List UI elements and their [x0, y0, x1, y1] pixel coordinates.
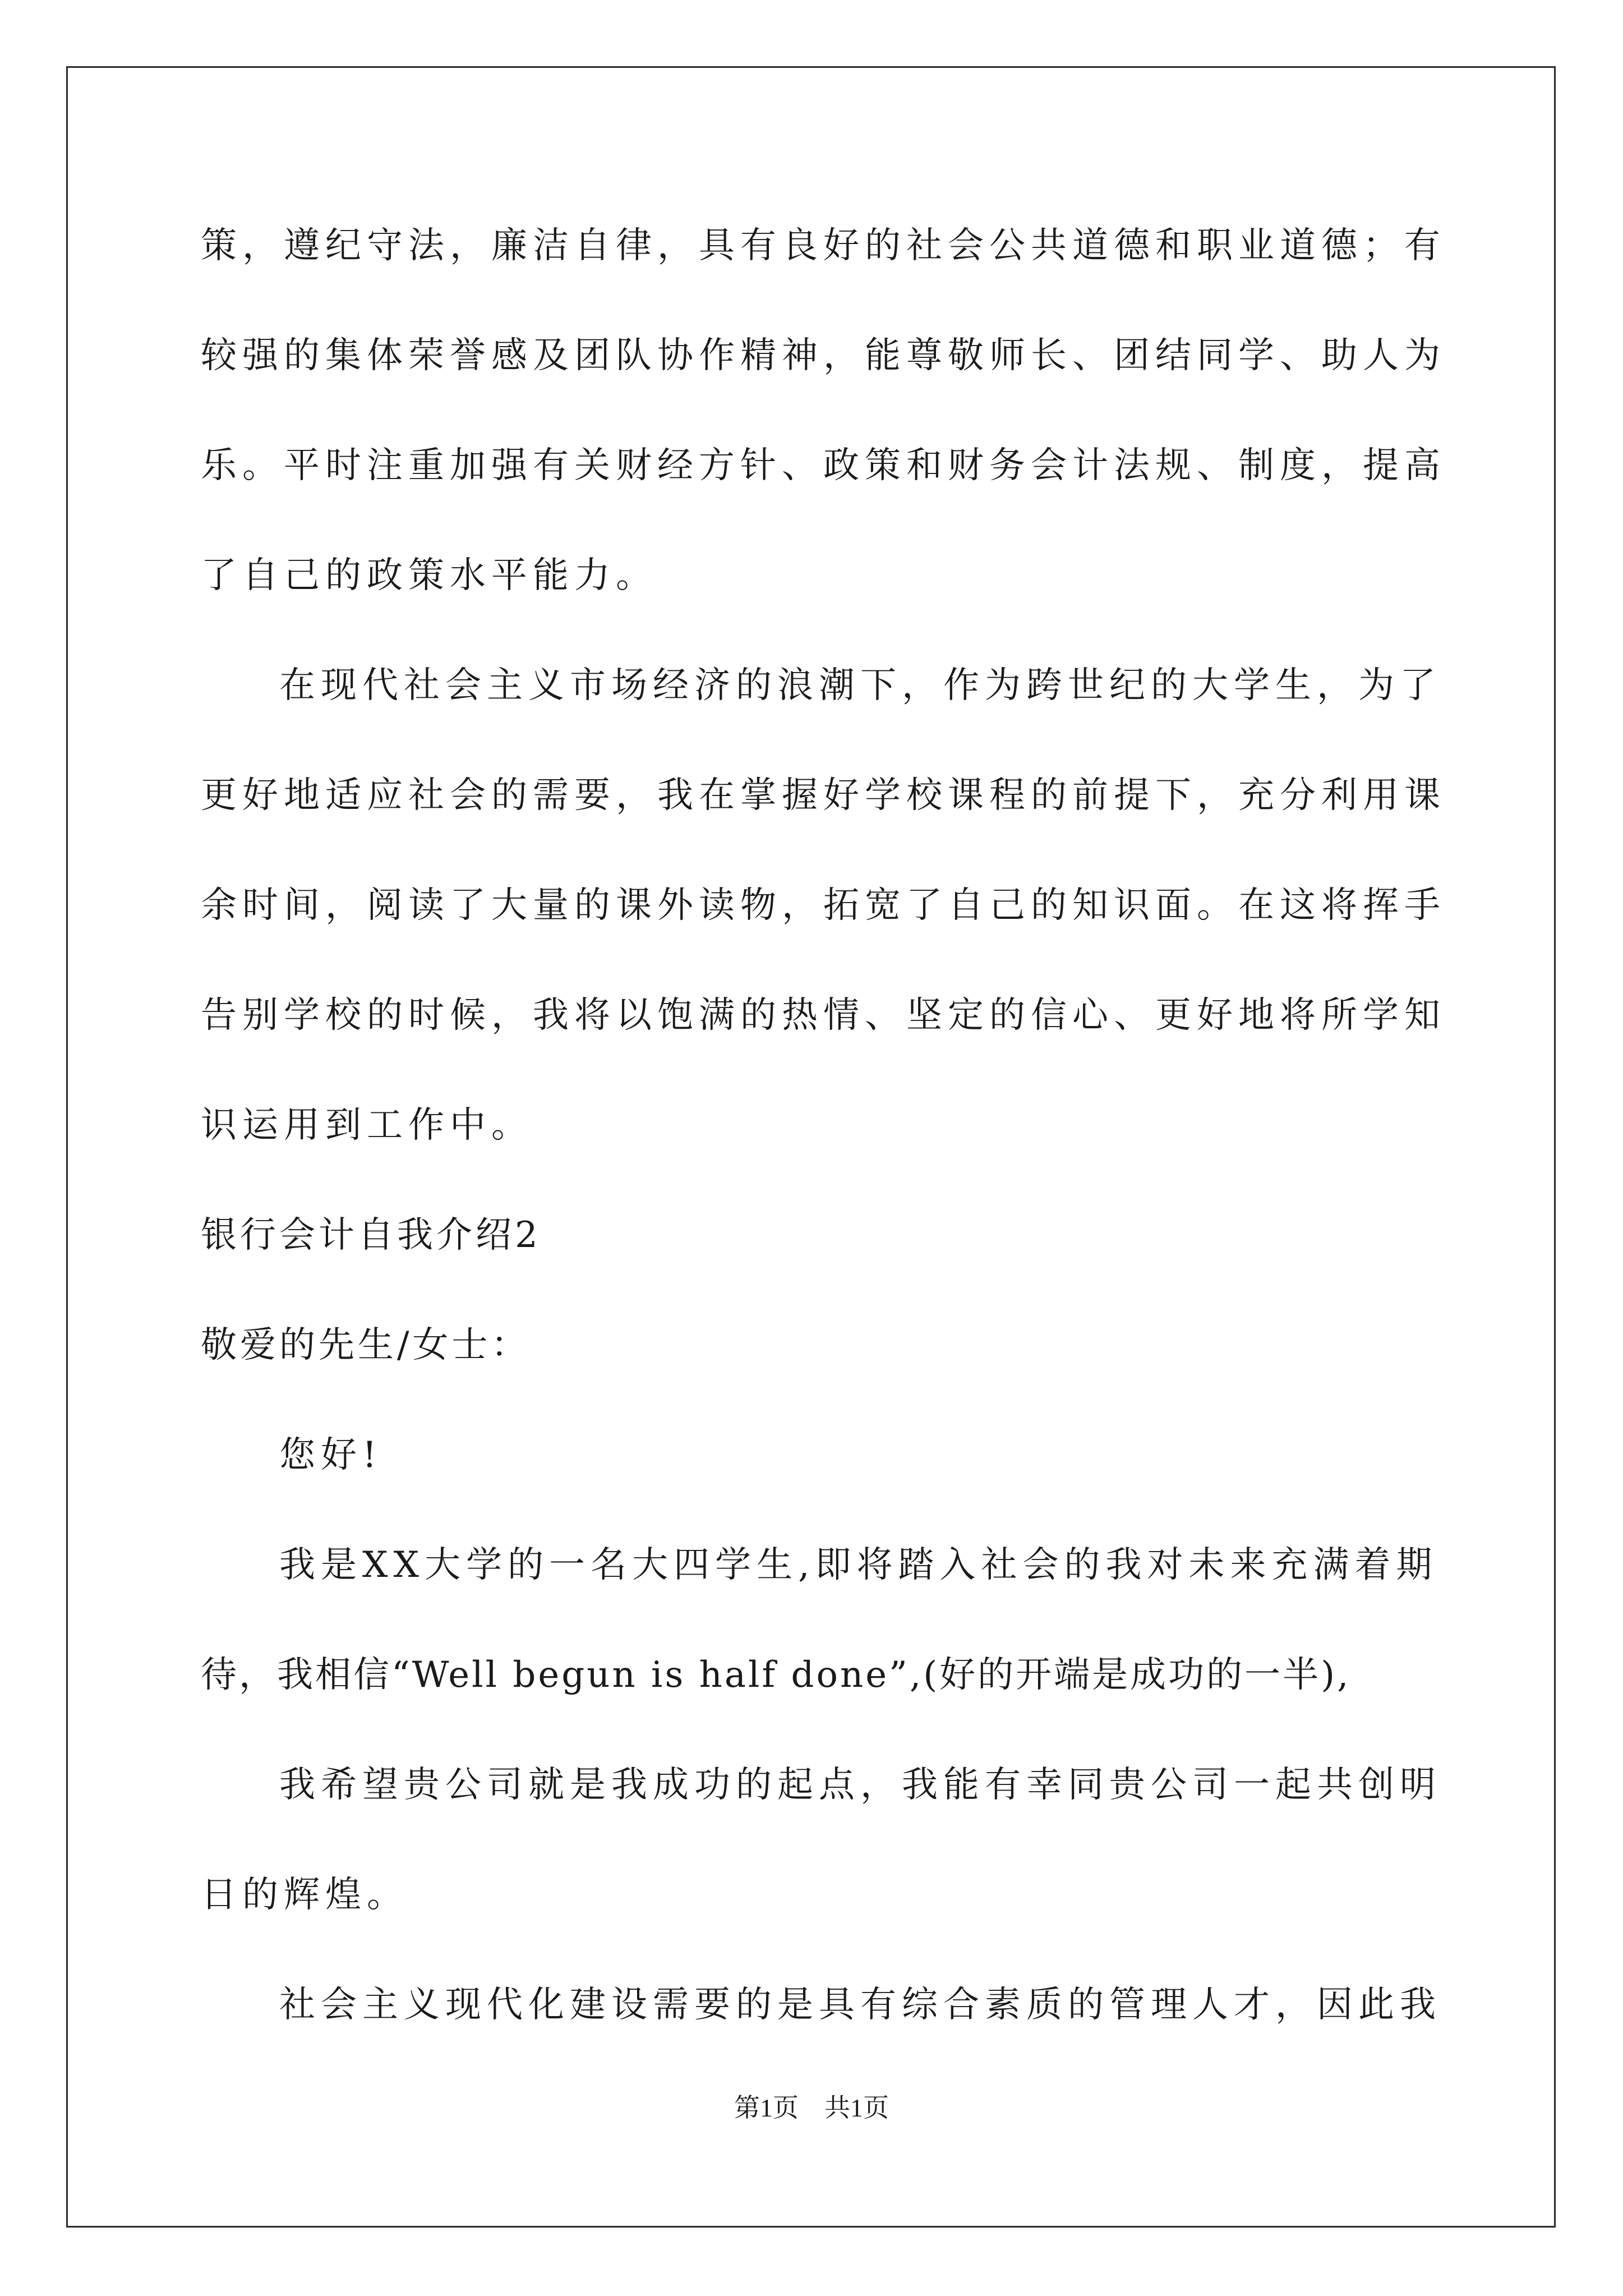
text-line: 告别学校的时候，我将以饱满的热情、坚定的信心、更好地将所学知 — [201, 995, 1446, 1036]
text-line: 我希望贵公司就是我成功的起点，我能有幸同贵公司一起共创明 — [279, 1764, 1441, 1806]
page-number: 第1页 — [734, 2093, 799, 2122]
text-line: 了自己的政策水平能力。 — [201, 555, 657, 596]
text-line: 乐。平时注重加强有关财经方针、政策和财务会计法规、制度，提高 — [201, 445, 1446, 486]
page-footer — [0, 2091, 1623, 2125]
text-line: 日的辉煌。 — [201, 1874, 408, 1916]
document-body — [201, 219, 1446, 2032]
page-total: 共1页 — [824, 2093, 889, 2122]
text-line: 识运用到工作中。 — [201, 1105, 533, 1146]
greeting: 您好! — [279, 1434, 382, 1476]
text-line: 我是XX大学的一名大四学生,即将踏入社会的我对未来充满着期 — [279, 1544, 1438, 1586]
text-line: 待，我相信“Well begun is half done”,(好的开端是成功的一半), — [201, 1654, 1351, 1696]
salutation: 敬爱的先生/女士： — [201, 1324, 531, 1366]
text-line: 策，遵纪守法，廉洁自律，具有良好的社会公共道德和职业道德；有 — [201, 225, 1446, 266]
text-line: 社会主义现代化建设需要的是具有综合素质的管理人才，因此我 — [279, 1984, 1441, 2026]
text-line: 更好地适应社会的需要，我在掌握好学校课程的前提下，充分利用课 — [201, 775, 1446, 816]
text-line: 在现代社会主义市场经济的浪潮下，作为跨世纪的大学生，为了 — [279, 665, 1441, 706]
text-line: 较强的集体荣誉感及团队协作精神，能尊敬师长、团结同学、助人为 — [201, 335, 1446, 376]
section-title: 银行会计自我介绍2 — [201, 1214, 541, 1256]
text-line: 余时间，阅读了大量的课外读物，拓宽了自己的知识面。在这将挥手 — [201, 885, 1446, 926]
